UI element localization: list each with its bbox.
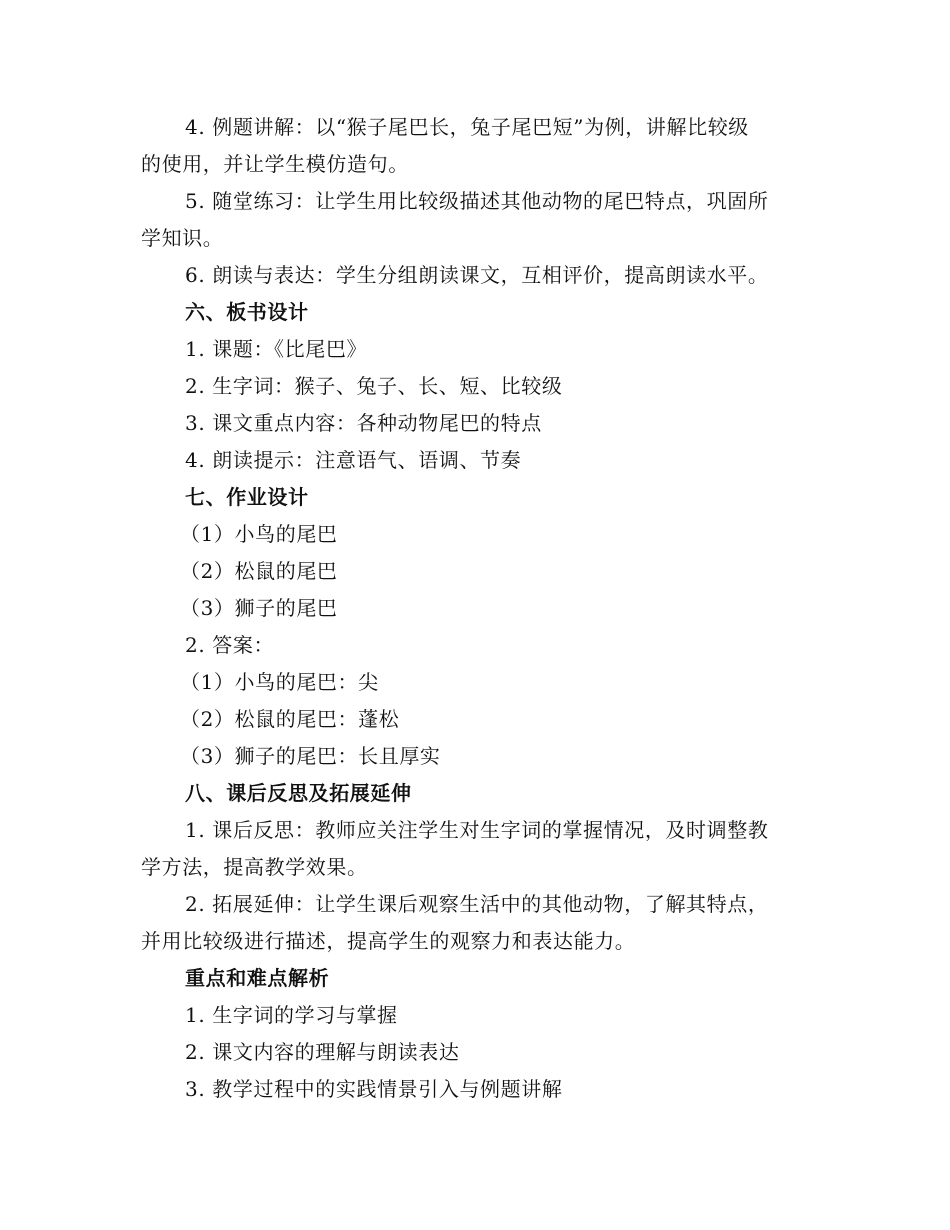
paragraph-reflection: 1. 课后反思：教师应关注学生对生字词的掌握情况，及时调整教 <box>185 818 769 842</box>
board-item: 3. 课文重点内容：各种动物尾巴的特点 <box>185 411 542 435</box>
heading-reflection: 八、课后反思及拓展延伸 <box>185 781 412 805</box>
paragraph-practice: 5. 随堂练习：让学生用比较级描述其他动物的尾巴特点，巩固所 <box>185 189 769 213</box>
key-point-item: 3. 教学过程中的实践情景引入与例题讲解 <box>185 1077 563 1101</box>
board-item: 4. 朗读提示：注意语气、语调、节奏 <box>185 448 522 472</box>
heading-key-points: 重点和难点解析 <box>185 966 330 990</box>
homework-answer: （1）小鸟的尾巴：尖 <box>180 670 379 694</box>
board-item: 2. 生字词：猴子、兔子、长、短、比较级 <box>185 374 563 398</box>
paragraph-example-explanation-cont: 的使用，并让学生模仿造句。 <box>141 152 409 176</box>
paragraph-reflection-cont: 学方法，提高教学效果。 <box>141 855 368 879</box>
homework-answer: （3）狮子的尾巴：长且厚实 <box>180 744 441 768</box>
paragraph-extension-cont: 并用比较级进行描述，提高学生的观察力和表达能力。 <box>141 929 636 953</box>
homework-answer-label: 2. 答案： <box>185 633 275 657</box>
paragraph-example-explanation: 4. 例题讲解：以“猴子尾巴长，兔子尾巴短”为例，讲解比较级 <box>185 115 749 139</box>
paragraph-practice-cont: 学知识。 <box>141 226 224 250</box>
key-point-item: 2. 课文内容的理解与朗读表达 <box>185 1040 460 1064</box>
homework-item: （1）小鸟的尾巴 <box>180 522 338 546</box>
board-item: 1. 课题：《比尾巴》 <box>185 337 368 361</box>
paragraph-extension: 2. 拓展延伸：让学生课后观察生活中的其他动物，了解其特点， <box>185 892 769 916</box>
heading-homework-design: 七、作业设计 <box>185 485 309 509</box>
key-point-item: 1. 生字词的学习与掌握 <box>185 1003 398 1027</box>
homework-answer: （2）松鼠的尾巴：蓬松 <box>180 707 400 731</box>
homework-item: （3）狮子的尾巴 <box>180 596 338 620</box>
homework-item: （2）松鼠的尾巴 <box>180 559 338 583</box>
paragraph-reading: 6. 朗读与表达：学生分组朗读课文，互相评价，提高朗读水平。 <box>185 263 769 287</box>
heading-board-design: 六、板书设计 <box>185 300 309 324</box>
